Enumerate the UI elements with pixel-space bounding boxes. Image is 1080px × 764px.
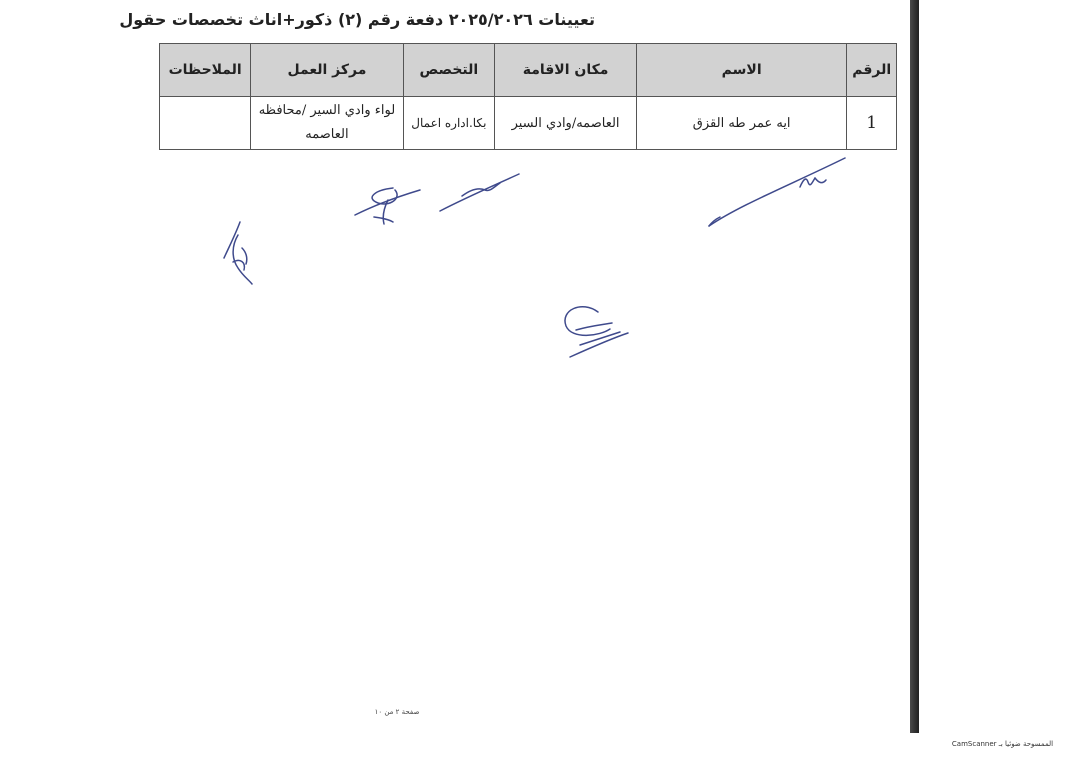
header-name: الاسم (636, 44, 846, 97)
cell-work-center: لواء وادي السير /محافظه العاصمه (251, 97, 403, 150)
page-edge-shadow (910, 0, 919, 733)
signature-middle (440, 174, 519, 211)
signature-center (565, 307, 628, 357)
cell-notes (160, 97, 251, 150)
table-row (160, 97, 897, 150)
page-number-footer: صفحة ٢ من ١٠ (374, 708, 420, 716)
cell-name: ايه عمر طه القزق (636, 97, 846, 150)
table-header-row (160, 44, 897, 97)
signature-middle-left (355, 188, 420, 224)
scanner-watermark: الممسوحة ضوئيا بـ CamScanner (951, 740, 1054, 748)
header-work-center: مركز العمل (251, 44, 403, 97)
header-residence: مكان الاقامة (495, 44, 637, 97)
cell-specialization: بكا.اداره اعمال (403, 97, 495, 150)
cell-residence: العاصمه/وادي السير (495, 97, 637, 150)
signature-right (709, 158, 845, 226)
document-title: تعيينات ٢٠٢٥/٢٠٢٦ دفعة رقم (٢) ذكور+اناث تخصصات حقول (119, 10, 595, 29)
header-specialization: التخصص (403, 44, 495, 97)
appointments-table (159, 43, 897, 150)
signature-left-vertical (224, 222, 252, 284)
cell-number: 1 (847, 97, 897, 150)
header-notes: الملاحظات (160, 44, 251, 97)
header-number: الرقم (847, 44, 897, 97)
